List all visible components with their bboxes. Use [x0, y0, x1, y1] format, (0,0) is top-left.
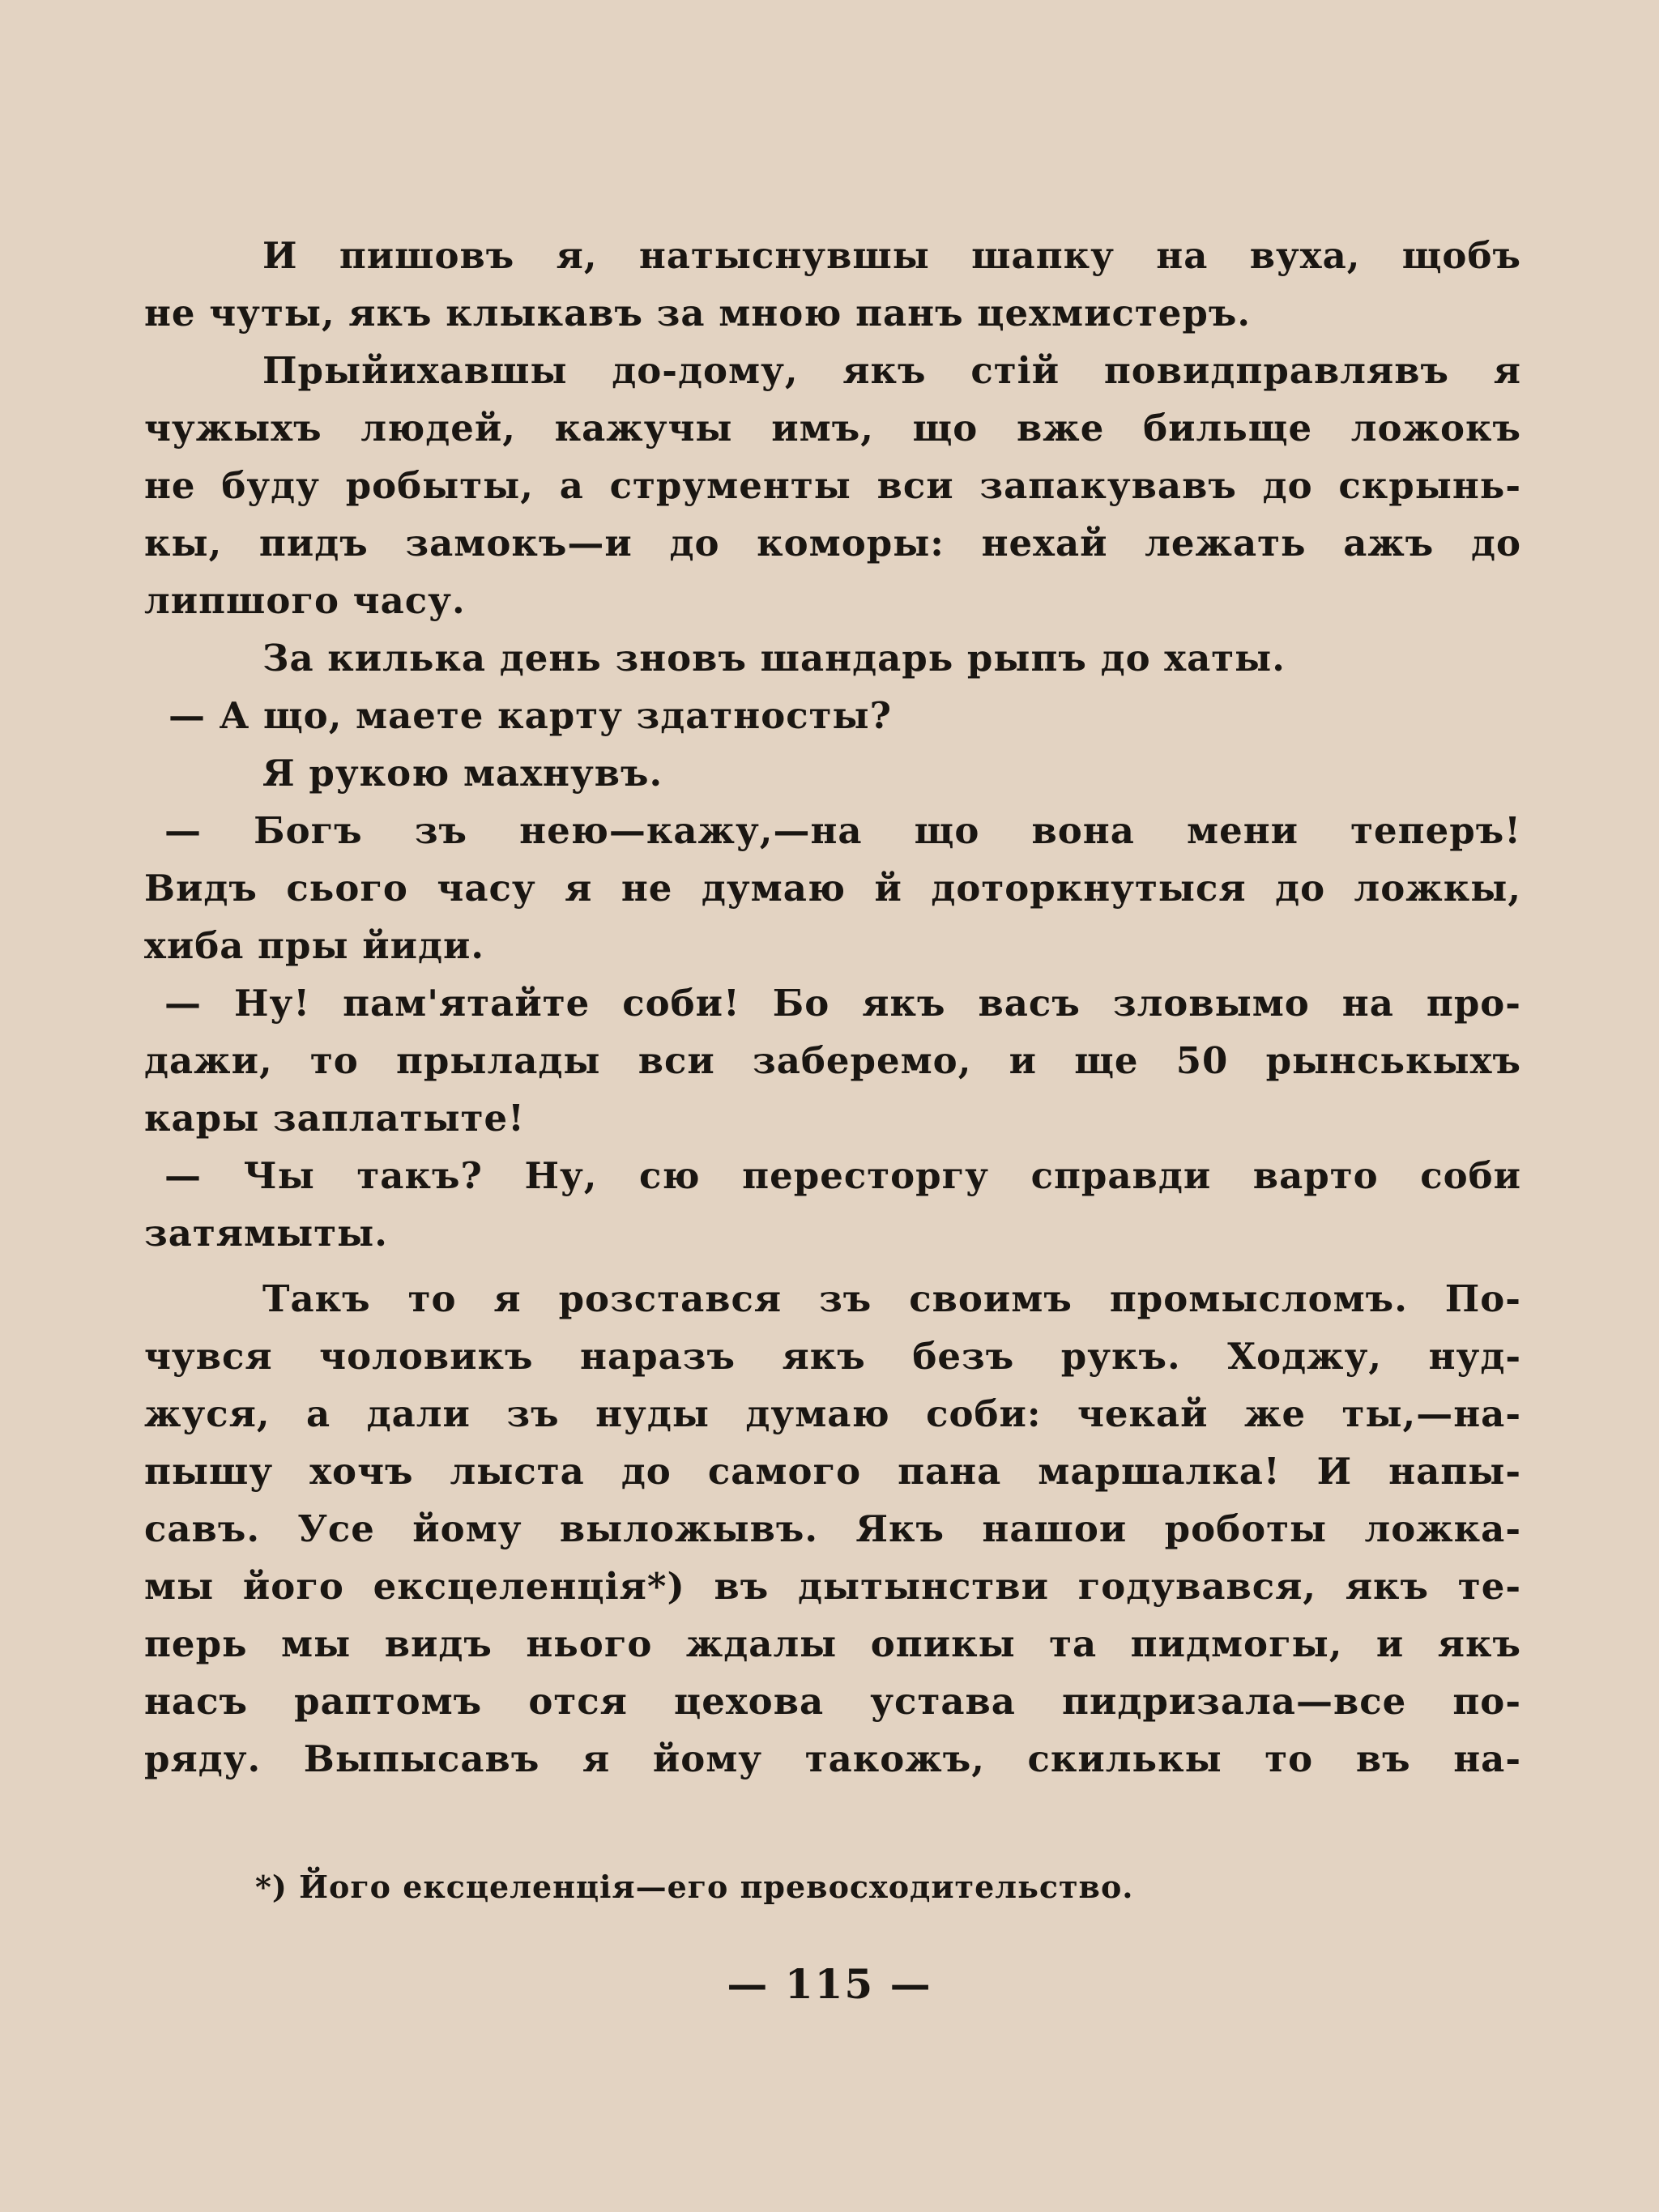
text-line: — А що, маете карту здатносты?: [168, 694, 893, 737]
text-line: Я рукою махнувъ.: [262, 752, 663, 795]
text-line: савъ. Усе йому выложывъ. Якъ нашои роботы ложка-: [144, 1507, 1521, 1550]
text-line: затямыты.: [144, 1212, 388, 1255]
text-line: — Ну! пам'ятайте соби! Бо якъ васъ зловымо на про-: [164, 982, 1521, 1025]
text-line: Такъ то я розстався зъ своимъ промысломъ. По-: [262, 1277, 1521, 1320]
text-line: жуся, а дали зъ нуды думаю соби: чекай же ты,—на-: [144, 1392, 1521, 1435]
text-line: пышу хочъ лыста до самого пана маршалка! И напы-: [144, 1450, 1521, 1493]
text-line: За килька день зновъ шандарь рыпъ до хаты.: [262, 637, 1286, 680]
text-line: Видъ сього часу я не думаю й доторкнутыся до ложкы,: [144, 867, 1521, 910]
text-line: дажи, то прылады вси заберемо, и ще 50 рынськыхъ: [144, 1039, 1521, 1082]
text-line: не чуты, якъ клыкавъ за мною панъ цехмистеръ.: [144, 292, 1252, 335]
text-line: насъ раптомъ отся цехова устава пидризала—все по-: [144, 1680, 1521, 1723]
text-line: — Чы такъ? Ну, сю пересторгу справди варто соби: [164, 1154, 1521, 1197]
text-line: перь мы видъ нього ждалы опикы та пидмогы, и якъ: [144, 1622, 1521, 1665]
text-line: кары заплатыте!: [144, 1097, 525, 1140]
text-line: чувся чоловикъ наразъ якъ безъ рукъ. Ходжу, нуд-: [144, 1335, 1521, 1378]
body-text: [144, 227, 1521, 1788]
text-line: хиба пры йиди.: [144, 924, 485, 967]
text-line: липшого часу.: [144, 579, 466, 622]
page-number: — 115 —: [727, 1960, 932, 2008]
footnote: *) Його ексцеленція—его превосходительство.: [255, 1869, 1134, 1905]
text-line: чужыхъ людей, кажучы имъ, що вже бильще ложокъ: [144, 407, 1521, 450]
text-line: мы його ексцеленція*) въ дытынстви годувався, якъ те-: [144, 1565, 1521, 1608]
text-line: И пишовъ я, натыснувшы шапку на вуха, щобъ: [262, 234, 1521, 277]
text-line: кы, пидъ замокъ—и до коморы: нехай лежать ажъ до: [144, 522, 1521, 565]
text-line: — Богъ зъ нею—кажу,—на що вона мени теперъ!: [164, 809, 1521, 852]
text-line: ряду. Выпысавъ я йому такожъ, скилькы то въ на-: [144, 1737, 1521, 1780]
text-line: не буду робыты, а струменты вси запакувавъ до скрынь-: [144, 464, 1521, 507]
text-line: Прыйихавшы до-дому, якъ стій повидправлявъ я: [262, 349, 1521, 392]
